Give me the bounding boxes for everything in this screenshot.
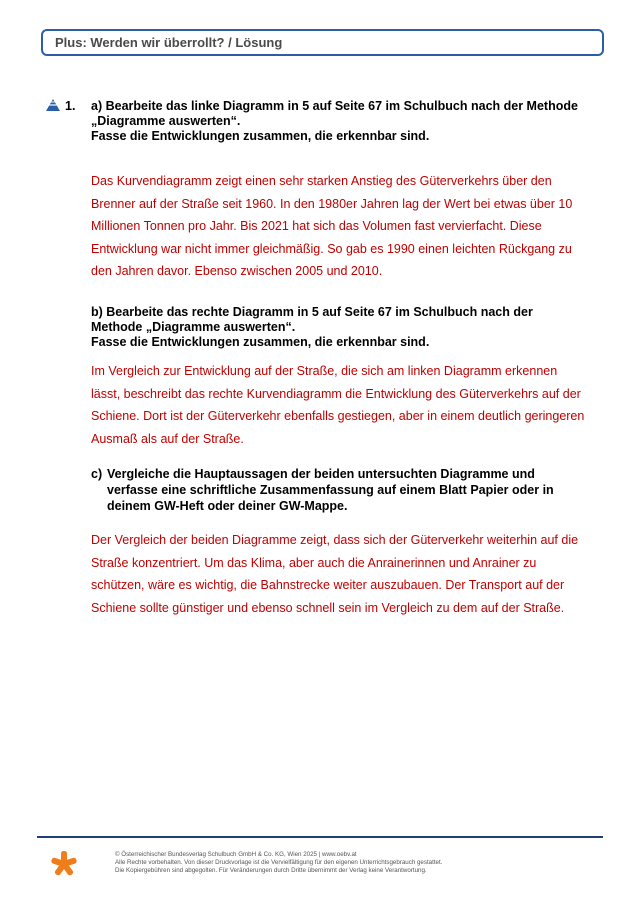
answer-c-line: schützen, wäre es wichtig, die Bahnstrecke weiter auszubauen. Der Transport auf der — [91, 578, 565, 592]
question-a-line: „Diagramme auswerten“. — [91, 114, 241, 128]
question-a-line: Fasse die Entwicklungen zusammen, die erkennbar sind. — [91, 129, 430, 143]
answer-a-line: Millionen Tonnen pro Jahr. Bis 2021 hat sich das Volumen fast vervierfacht. Diese — [91, 219, 542, 233]
answer-a-line: Entwicklung war nicht immer gleichmäßig. So gab es 1990 einen leichten Rückgang zu — [91, 241, 572, 256]
answer-b-line: Im Vergleich zur Entwicklung auf der Straße, die sich am linken Diagramm erkennen — [91, 364, 558, 378]
question-c-line: verfasse eine schriftliche Zusammenfassung auf einem Blatt Papier oder in — [107, 483, 554, 497]
answer-b-line: lässt, beschreibt das rechte Kurvendiagramm die Entwicklung des Güterverkehrs auf der — [91, 386, 581, 401]
footer-line: Alle Rechte vorbehalten. Von dieser Druckvorlage ist die Vervielfältigung für den eigenen Unterrichtsgebrauch gestattet. — [115, 859, 443, 866]
task-number: 1. — [65, 99, 76, 113]
page-title: Plus: Werden wir überrollt? / Lösung — [55, 35, 283, 50]
question-b-line: Methode „Diagramme auswerten“. — [91, 320, 296, 334]
triangle-level-icon — [46, 99, 60, 111]
answer-b-line: Schiene. Dort ist der Güterverkehr ebenfalls gestiegen, aber in einem deutlich geringeren — [91, 409, 585, 423]
question-c-label: c) — [91, 467, 103, 481]
answer-a — [91, 170, 611, 283]
question-c-line: Vergleiche die Hauptaussagen der beiden untersuchten Diagramme und — [107, 467, 535, 481]
answer-b — [91, 360, 611, 450]
footer-divider — [37, 836, 603, 838]
footer-line: Die Kopiergebühren sind abgegolten. Für Veränderungen durch Dritte übernimmt der Verlag keine Verantwortung. — [115, 867, 427, 874]
question-a-line: a) Bearbeite das linke Diagramm in 5 auf Seite 67 im Schulbuch nach der Methode — [91, 99, 578, 113]
footer-line: © Österreichischer Bundesverlag Schulbuch GmbH & Co. KG, Wien 2025 | www.oebv.at — [115, 851, 357, 858]
answer-a-line: den Jahren davor. Ebenso zwischen 2005 und 2010. — [91, 264, 383, 278]
question-c-line: deinem GW-Heft oder deiner GW-Mappe. — [107, 499, 348, 513]
answer-b-line: Ausmaß als auf der Straße. — [91, 431, 244, 446]
question-b-line: Fasse die Entwicklungen zusammen, die erkennbar sind. — [91, 335, 430, 349]
question-b — [91, 305, 533, 350]
header-box — [41, 29, 604, 56]
question-a — [91, 99, 578, 144]
oebv-star-logo-icon — [50, 850, 78, 878]
answer-a-line: Brenner auf der Straße seit 1960. In den 1980er Jahren lag der Wert bei etwas über 10 — [91, 196, 573, 211]
answer-c — [91, 529, 611, 619]
answer-c-line: Schiene sollte günstiger und ebenso schnell sein im Vergleich zu dem auf der Straße. — [91, 600, 565, 615]
answer-a-line: Das Kurvendiagramm zeigt einen sehr starken Anstieg des Güterverkehrs über den — [91, 174, 552, 188]
footer-copyright — [115, 851, 442, 875]
question-b-line: b) Bearbeite das rechte Diagramm in 5 auf Seite 67 im Schulbuch nach der — [91, 305, 533, 319]
answer-c-line: Straße konzentriert. Um das Klima, aber auch die Anrainerinnen und Anrainer zu — [91, 555, 537, 570]
answer-c-line: Der Vergleich der beiden Diagramme zeigt, dass sich der Güterverkehr weiterhin auf die — [91, 533, 579, 547]
